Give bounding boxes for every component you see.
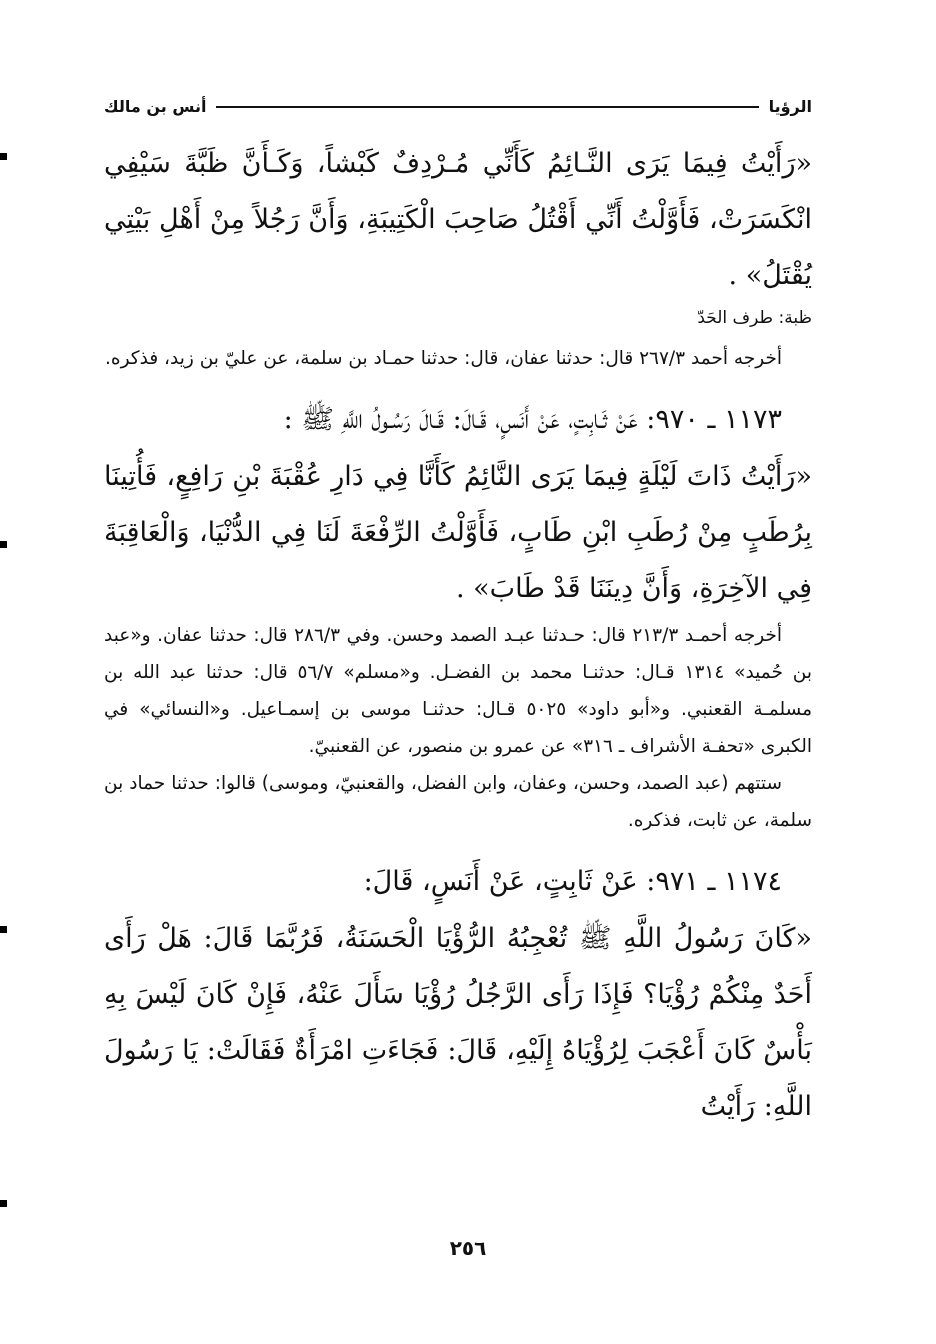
scan-edge-mark	[0, 1200, 7, 1207]
header-chapter-title: الرؤيا	[768, 96, 812, 116]
takhrij-paragraph: أخرجه أحمد ٢٦٧/٣ قال: حدثنا عفان، قال: حدثنا حمـاد بن سلمة، عن عليّ بن زيد، فذكره.	[105, 348, 782, 369]
page-body	[104, 136, 812, 1135]
spacer	[104, 839, 812, 853]
running-header	[104, 93, 812, 119]
scan-edge-mark	[0, 926, 7, 933]
hadith-text: «رَأَيْتُ فِيمَا يَرَى النَّـائِمُ كَأَنِّي مُـرْدِفٌ كَبْشاً، وَكَـأَنَّ ظَبَّةَ سَيْفِي انْكَسَرَتْ، فَأَوَّلْتُ أَنِّي أَقْتُلُ صَاحِبَ الْكَتِيبَةِ، وَأَنَّ رَجُلاً مِنْ أَهْلِ بَيْتِي يُقْتَلُ» .	[104, 148, 812, 291]
header-book-title: أنس بن مالك	[104, 96, 207, 116]
hadith-text: «كَانَ رَسُولُ اللَّهِ ﷺ تُعْجِبُهُ الرُّؤْيَا الْحَسَنَةُ، فَرُبَّمَا قَالَ: هَلْ رَأَى أَحَدٌ مِنْكُمْ رُؤْيَا؟ فَإِذَا رَأَى الرَّجُلُ رُؤْيَا سَأَلَ عَنْهُ، فَإِنْ كَانَ لَيْسَ بِهِ بَأْسٌ كَانَ أَعْجَبَ لِرُؤْيَاهُ إِلَيْهِ، قَالَ: فَجَاءَتِ امْرَأَةٌ فَقَالَتْ: يَا رَسُولَ اللَّهِ: رَأَيْتُ	[104, 923, 812, 1122]
hadith-text: «رَأَيْتُ ذَاتَ لَيْلَةٍ فِيمَا يَرَى النَّائِمُ كَأَنَّا فِي دَارِ عُقْبَةَ بْنِ رَافِعٍ، فَأُتِينَا بِرُطَبٍ مِنْ رُطَبِ ابْنِ طَابٍ، فَأَوَّلْتُ الرِّفْعَةَ لَنَا فِي الدُّنْيَا، وَالْعَاقِبَةَ فِي الآخِرَةِ، وَأَنَّ دِينَنَا قَدْ طَابَ» .	[104, 461, 812, 604]
header-rule	[216, 106, 758, 108]
scan-edge-mark	[0, 153, 7, 160]
takhrij-paragraph: أخرجه أحمـد ٢١٣/٣ قال: حـدثنا عبـد الصمد وحسن. وفي ٢٨٦/٣ قال: حدثنا عفان. و«عبد بن حُميد» ١٣١٤ قـال: حدثنـا محمد بن الفضـل. و«مسلم» ٥٦/٧ قال: حدثنا عبد الله بن مسلمـة القعنبي. و«أبو داود» ٥٠٢٥ قـال: حدثنـا موسى بن إسمـاعيل. و«النسائي» في الكبرى «تحفـة الأشراف ـ ٣١٦» عن عمرو بن منصور، عن القعنبيّ.	[104, 625, 812, 757]
hadith-heading: ١١٧٣ ـ ٩٧٠: عَنْ ثَـابِتٍ، عَنْ أَنَسٍ، قَـالَ: قَـالَ رَسُـولُ اللَّهِ ﷺ :	[283, 404, 782, 435]
page-number: ٢٥٦	[449, 1236, 487, 1260]
spacer	[104, 377, 812, 391]
hadith-heading: ١١٧٤ ـ ٩٧١: عَنْ ثَابِتٍ، عَنْ أَنَسٍ، قَالَ:	[363, 866, 782, 897]
scan-edge-mark	[0, 541, 7, 548]
takhrij-summary: ستتهم (عبد الصمد، وحسن، وعفان، وابن الفضل، والقعنبيّ، وموسى) قالوا: حدثنا حماد بن سلمة، عن ثابت، فذكره.	[104, 773, 812, 831]
gloss-note: ظبة: طرف الحَدّ	[697, 308, 812, 328]
